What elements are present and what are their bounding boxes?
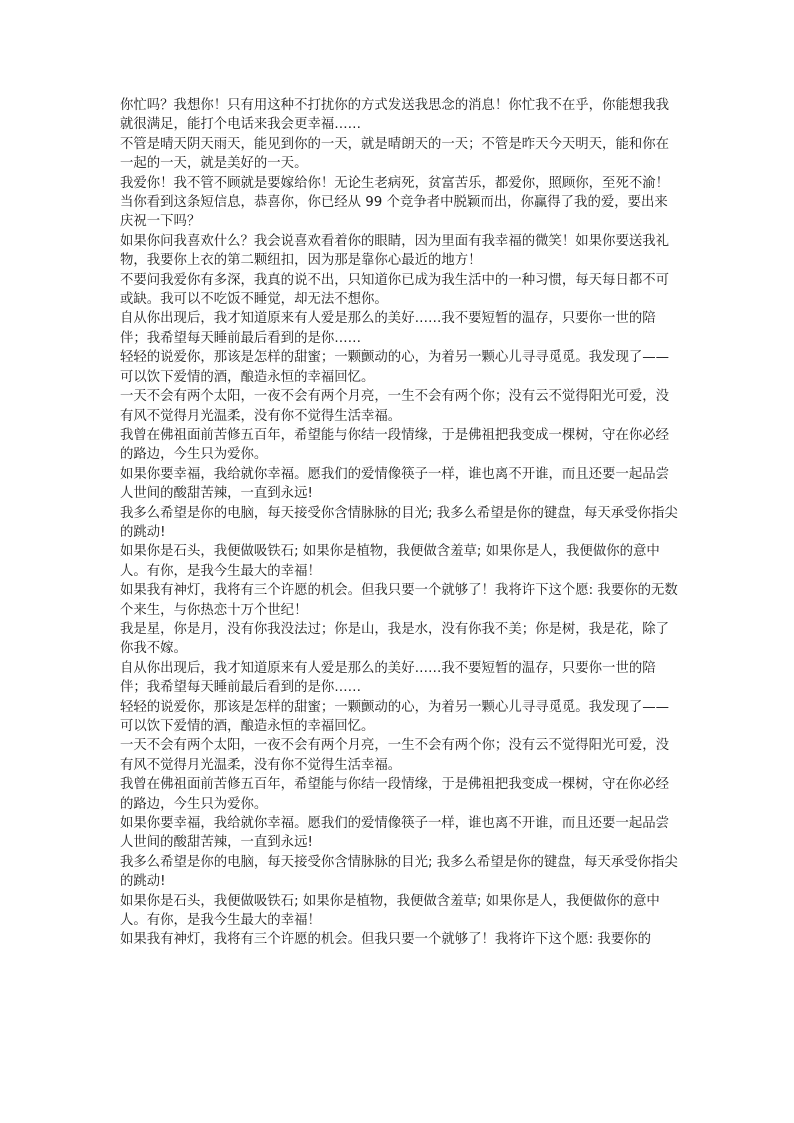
paragraph: 一天不会有两个太阳，一夜不会有两个月亮，一生不会有两个你；没有云不觉得阳光可爱，没有风不觉得月光温柔，没有你不觉得生活幸福。: [120, 738, 670, 773]
document-body: [120, 96, 680, 950]
paragraph: 如果你要幸福，我给就你幸福。愿我们的爱情像筷子一样，谁也离不开谁，而且还要一起品尝人世间的酸甜苦辣，一直到永远!: [120, 816, 670, 851]
paragraph: 轻轻的说爱你，那该是怎样的甜蜜；一颗颤动的心，为着另一颗心儿寻寻觅觅。我发现了——可以饮下爱情的酒，酿造永恒的幸福回忆。: [120, 350, 670, 385]
paragraph: 自从你出现后，我才知道原来有人爱是那么的美好……我不要短暂的温存，只要你一世的陪伴；我希望每天睡前最后看到的是你……: [120, 311, 656, 346]
paragraph: 我多么希望是你的电脑，每天接受你含情脉脉的目光; 我多么希望是你的键盘，每天承受你指尖的跳动!: [120, 505, 678, 540]
paragraph: 如果你是石头，我便做吸铁石; 如果你是植物，我便做含羞草; 如果你是人，我便做你的意中人。有你，是我今生最大的幸福！: [120, 544, 660, 579]
paragraph: 你忙吗？我想你！只有用这种不打扰你的方式发送我思念的消息！你忙我不在乎，你能想我我就很满足，能打个电话来我会更幸福……: [120, 98, 670, 133]
paragraph: 我多么希望是你的电脑，每天接受你含情脉脉的目光; 我多么希望是你的键盘，每天承受你指尖的跳动!: [120, 854, 678, 890]
paragraph: 不管是晴天阴天雨天，能见到你的一天，就是晴朗天的一天；不管是昨天今天明天，能和你在一起的一天，就是美好的一天。: [120, 136, 670, 172]
paragraph: 如果我有神灯，我将有三个许愿的机会。但我只要一个就够了！我将许下这个愿: 我要你的无数个来生，与你热恋十万个世纪！: [120, 583, 678, 618]
paragraph: 我爱你！我不管不顾就是要嫁给你！无论生老病死，贫富苦乐，都爱你，照顾你，至死不渝！: [120, 175, 670, 191]
paragraph: 我曾在佛祖面前苦修五百年，希望能与你结一段情缘，于是佛祖把我变成一棵树，守在你必经的路边，今生只为爱你。: [120, 777, 670, 812]
paragraph: 如果你要幸福，我给就你幸福。愿我们的爱情像筷子一样，谁也离不开谁，而且还要一起品尝人世间的酸甜苦辣，一直到永远!: [120, 466, 670, 502]
paragraph: 不要问我爱你有多深，我真的说不出，只知道你已成为我生活中的一种习惯，每天每日都不可或缺。我可以不吃饭不睡觉，却无法不想你。: [120, 272, 670, 308]
paragraph: 如果你问我喜欢什么？我会说喜欢看着你的眼睛，因为里面有我幸福的微笑！如果你要送我礼物，我要你上衣的第二颗纽扣，因为那是靠你心最近的地方！: [120, 233, 670, 269]
paragraph: 轻轻的说爱你，那该是怎样的甜蜜；一颗颤动的心，为着另一颗心儿寻寻觅觅。我发现了——可以饮下爱情的酒，酿造永恒的幸福回忆。: [120, 699, 670, 734]
paragraph: 一天不会有两个太阳，一夜不会有两个月亮，一生不会有两个你；没有云不觉得阳光可爱，没有风不觉得月光温柔，没有你不觉得生活幸福。: [120, 389, 670, 424]
paragraph: 自从你出现后，我才知道原来有人爱是那么的美好……我不要短暂的温存，只要你一世的陪伴；我希望每天睡前最后看到的是你……: [120, 660, 656, 696]
paragraph: 当你看到这条短信息，恭喜你，你已经从 99 个竞争者中脱颖而出，你赢得了我的爱，要出来庆祝一下吗？: [120, 195, 668, 230]
paragraph: 我曾在佛祖面前苦修五百年，希望能与你结一段情缘，于是佛祖把我变成一棵树，守在你必经的路边，今生只为爱你。: [120, 427, 670, 463]
paragraph: 我是星，你是月，没有你我没法过；你是山，我是水，没有你我不美；你是树，我是花，除了你我不嫁。: [120, 621, 670, 657]
paragraph: 如果我有神灯，我将有三个许愿的机会。但我只要一个就够了！我将许下这个愿: 我要你的: [120, 932, 651, 948]
paragraph: 如果你是石头，我便做吸铁石; 如果你是植物，我便做含羞草; 如果你是人，我便做你的意中人。有你，是我今生最大的幸福！: [120, 893, 660, 929]
